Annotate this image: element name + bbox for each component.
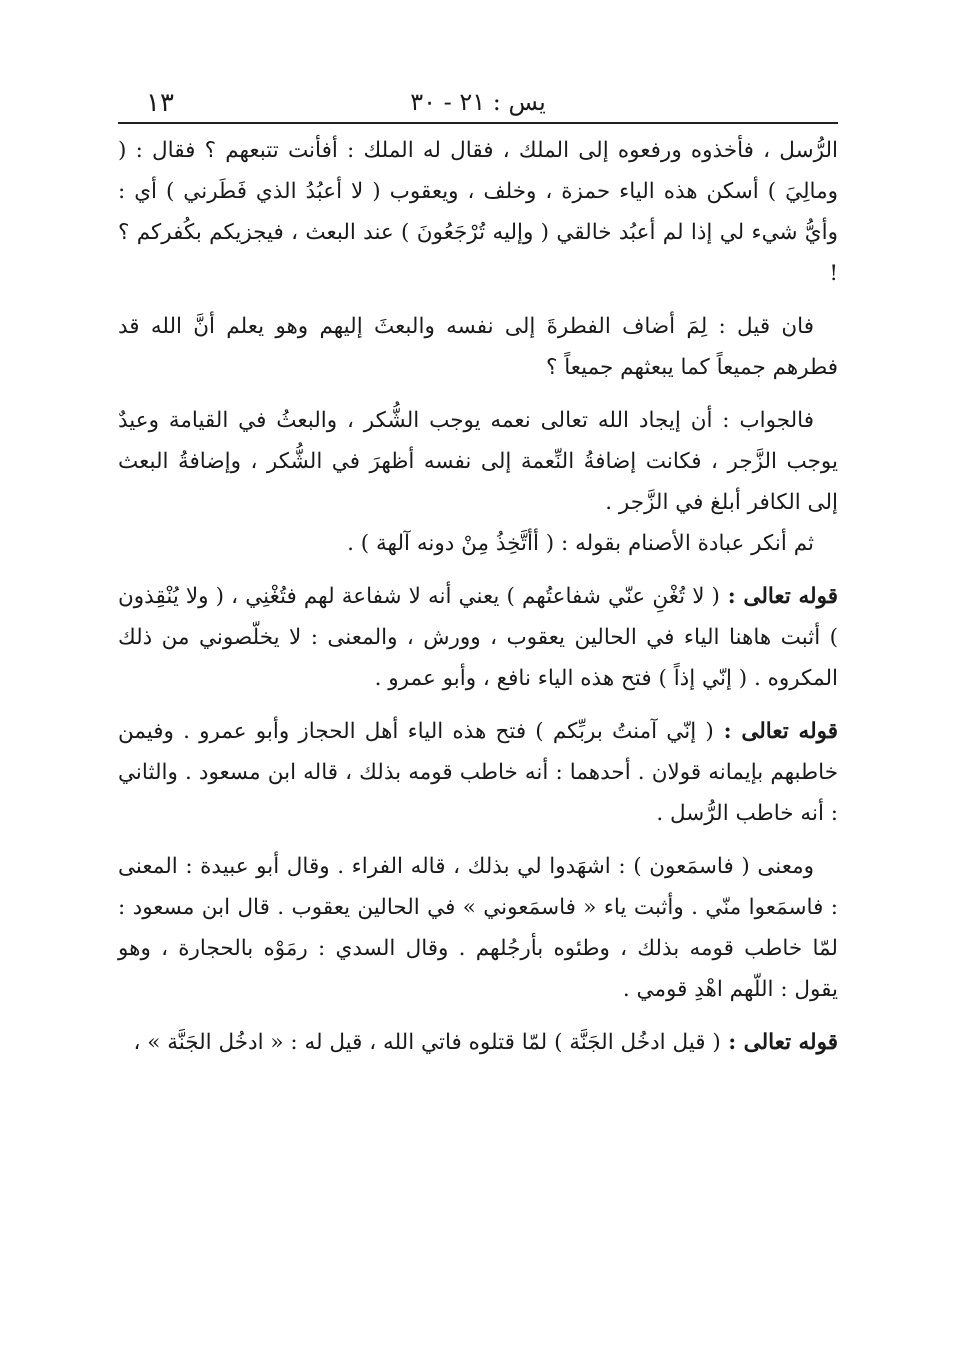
verse-lead: قوله تعالى :: [719, 584, 838, 609]
page-header: [118, 84, 838, 124]
paragraph: فان قيل : لِمَ أضاف الفطرةَ إلى نفسه والبعثَ إليهم وهو يعلم أنَّ الله قد فطرهم جميعاً كما يبعثهم جميعاً ؟: [118, 314, 838, 380]
paragraph: فالجواب : أن إيجاد الله تعالى نعمه يوجب الشُّكر ، والبعثُ في القيامة وعيدٌ يوجب الزَّجر ، فكانت إضافةُ النِّعمة إلى نفسه أظهرَ في الشُّكر ، وإضافةُ البعث إلى الكافر أبلغ في الزَّجر .: [118, 408, 838, 515]
verse-lead: قوله تعالى :: [713, 719, 838, 744]
page-number: ١٣: [146, 88, 174, 118]
running-head: يس : ٢١ - ٣٠: [410, 88, 546, 116]
body-text: [118, 130, 838, 1063]
paragraph: ثم أنكر عبادة الأصنام بقوله : ( أأتَّخِذُ مِنْ دونه آلهة ) .: [347, 531, 814, 556]
paragraph: قوله تعالى : ( إنّي آمنتُ بربِّكم ) فتح هذه الياء أهل الحجاز وأبو عمرو . وفيمن خاطبهم بإيمانه قولان . أحدهما : أنه خاطب قومه بذلك ، قاله ابن مسعود . والثاني : أنه خاطب الرُّسل .: [118, 719, 838, 826]
verse-lead: قوله تعالى :: [720, 1030, 838, 1055]
paragraph: الرُّسل ، فأخذوه ورفعوه إلى الملك ، فقال له الملك : أفأنت تتبعهم ؟ فقال : ( ومالِيَ ) أسكن هذه الياء حمزة ، وخلف ، ويعقوب ( لا أعبُدُ الذي فَطَرني ) أي : وأيُّ شيء لي إذا لم أعبُد خالقي ( وإليه تُرْجَعُونَ ) عند البعث ، فيجزيكم بكُفركم ؟ !: [118, 138, 838, 286]
paragraph: قوله تعالى : ( قيل ادخُل الجَنَّة ) لمّا قتلوه فاتي الله ، قيل له : « ادخُل الجَنَّة » ،: [133, 1030, 838, 1055]
paragraph: ومعنى ( فاسمَعون ) : اشهَدوا لي بذلك ، قاله الفراء . وقال أبو عبيدة : المعنى : فاسمَعوا منّي . وأثبت ياء « فاسمَعوني » في الحالين يعقوب . قال ابن مسعود : لمّا خاطب قومه بذلك ، وطئوه بأرجُلهم . وقال السدي : رمَوْه بالحجارة ، وهو يقول : اللّهم اهْدِ قومي .: [118, 854, 838, 1002]
paragraph: قوله تعالى : ( لا تُغْنِ عنّي شفاعتُهم ) يعني أنه لا شفاعة لهم فتُغْنِي ، ( ولا يُنْقِذون ) أثبت هاهنا الياء في الحالين يعقوب ، وورش ، والمعنى : لا يخلّصوني من ذلك المكروه . ( إنّي إذاً ) فتح هذه الياء نافع ، وأبو عمرو .: [118, 584, 838, 691]
